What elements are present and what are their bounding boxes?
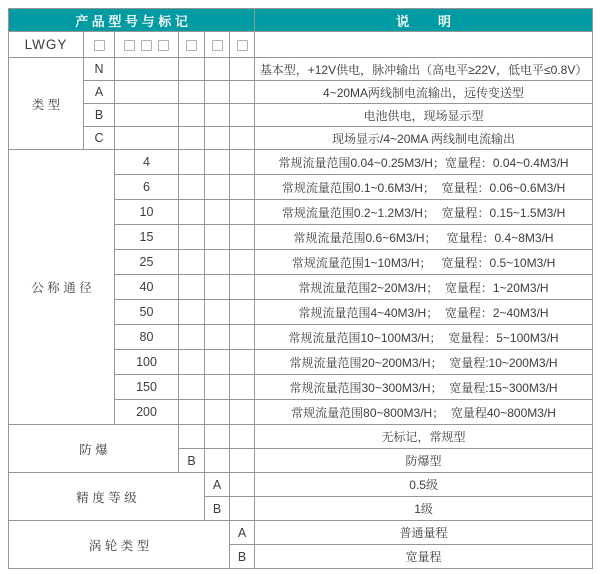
empty-cell xyxy=(179,175,205,200)
empty-cell xyxy=(205,400,230,425)
empty-cell xyxy=(230,375,255,400)
empty-cell xyxy=(205,449,230,473)
empty-cell xyxy=(179,250,205,275)
description-cell: 常规流量范围2~20M3/H； 宽量程：1~20M3/H xyxy=(255,275,593,300)
empty-cell xyxy=(205,225,230,250)
diameter-code-cell: 100 xyxy=(115,350,179,375)
empty-cell xyxy=(115,127,179,150)
empty-cell xyxy=(179,127,205,150)
diameter-code-cell: 50 xyxy=(115,300,179,325)
turbine-section-label: 涡 轮 类 型 xyxy=(9,521,230,569)
type-code-cell: A xyxy=(84,81,115,104)
type-section-label: 类 型 xyxy=(9,58,84,150)
diameter-code-cell: 25 xyxy=(115,250,179,275)
diameter-code-cell: 150 xyxy=(115,375,179,400)
empty-cell xyxy=(179,104,205,127)
description-cell: 基本型，+12V供电，脉冲输出（高电平≥22V，低电平≤0.8V） xyxy=(255,58,593,81)
empty-cell xyxy=(230,473,255,497)
diameter-code-cell: 6 xyxy=(115,175,179,200)
description-cell: 常规流量范围10~100M3/H； 宽量程：5~100M3/H xyxy=(255,325,593,350)
empty-cell xyxy=(205,275,230,300)
empty-cell xyxy=(179,325,205,350)
empty-cell xyxy=(205,350,230,375)
empty-cell xyxy=(230,175,255,200)
type-code-cell: N xyxy=(84,58,115,81)
diameter-code-cell: 80 xyxy=(115,325,179,350)
empty-cell xyxy=(179,400,205,425)
description-cell: 常规流量范围4~40M3/H； 宽量程：2~40M3/H xyxy=(255,300,593,325)
empty-cell xyxy=(205,127,230,150)
accuracy-section-label: 精 度 等 级 xyxy=(9,473,205,521)
empty-cell xyxy=(230,449,255,473)
empty-cell xyxy=(179,150,205,175)
empty-cell xyxy=(205,104,230,127)
description-cell: 普通量程 xyxy=(255,521,593,545)
empty-cell xyxy=(205,58,230,81)
description-cell: 常规流量范围0.6~6M3/H； 宽量程：0.4~8M3/H xyxy=(255,225,593,250)
description-cell: 1级 xyxy=(255,497,593,521)
empty-cell xyxy=(230,300,255,325)
description-cell: 宽量程 xyxy=(255,545,593,569)
empty-cell xyxy=(230,497,255,521)
checkbox-icon xyxy=(124,40,135,51)
description-cell: 常规流量范围0.2~1.2M3/H； 宽量程：0.15~1.5M3/H xyxy=(255,200,593,225)
checkbox-icon xyxy=(237,40,248,51)
description-cell: 0.5级 xyxy=(255,473,593,497)
diameter-checkbox-cell xyxy=(115,32,179,58)
empty-cell xyxy=(205,81,230,104)
description-cell: 常规流量范围20~200M3/H； 宽量程:10~200M3/H xyxy=(255,350,593,375)
spec-table xyxy=(8,8,593,569)
empty-cell xyxy=(230,58,255,81)
empty-cell xyxy=(230,250,255,275)
checkbox-icon xyxy=(94,40,105,51)
empty-cell xyxy=(179,81,205,104)
explosion-code-cell xyxy=(179,425,205,449)
description-cell: 4~20MA两线制电流输出，远传变送型 xyxy=(255,81,593,104)
diameter-code-cell: 200 xyxy=(115,400,179,425)
checkbox-group xyxy=(121,38,172,52)
empty-cell xyxy=(179,200,205,225)
explosion-checkbox-cell xyxy=(179,32,205,58)
empty-cell xyxy=(115,81,179,104)
turbine-code-cell: B xyxy=(230,545,255,569)
empty-cell xyxy=(230,425,255,449)
description-cell: 电池供电，现场显示型 xyxy=(255,104,593,127)
checkbox-icon xyxy=(186,40,197,51)
empty-cell xyxy=(179,275,205,300)
type-code-cell: C xyxy=(84,127,115,150)
accuracy-checkbox-cell xyxy=(205,32,230,58)
empty-cell xyxy=(230,225,255,250)
empty-cell xyxy=(205,425,230,449)
empty-cell xyxy=(115,58,179,81)
explosion-code-cell: B xyxy=(179,449,205,473)
description-cell: 防爆型 xyxy=(255,449,593,473)
empty-cell xyxy=(230,200,255,225)
diameter-code-cell: 15 xyxy=(115,225,179,250)
empty-cell xyxy=(205,375,230,400)
empty-cell xyxy=(230,150,255,175)
description-cell: 常规流量范围80~800M3/H； 宽量程40~800M3/H xyxy=(255,400,593,425)
checkbox-icon xyxy=(141,40,152,51)
diameter-section-label: 公 称 通 径 xyxy=(9,150,115,425)
empty-cell xyxy=(205,250,230,275)
empty-cell xyxy=(230,81,255,104)
description-cell: 常规流量范围0.04~0.25M3/H；宽量程：0.04~0.4M3/H xyxy=(255,150,593,175)
description-cell: 常规流量范围30~300M3/H； 宽量程:15~300M3/H xyxy=(255,375,593,400)
checkbox-icon xyxy=(212,40,223,51)
explosionproof-section-label: 防 爆 xyxy=(9,425,179,473)
empty-cell xyxy=(230,104,255,127)
empty-cell xyxy=(205,150,230,175)
empty-cell xyxy=(230,275,255,300)
turbine-checkbox-cell xyxy=(230,32,255,58)
description-cell: 常规流量范围1~10M3/H； 宽量程：0.5~10M3/H xyxy=(255,250,593,275)
description-cell: 现场显示/4~20MA 两线制电流输出 xyxy=(255,127,593,150)
empty-cell xyxy=(179,350,205,375)
empty-cell xyxy=(179,225,205,250)
description-header: 说 明 xyxy=(255,9,593,32)
checkbox-icon xyxy=(158,40,169,51)
accuracy-code-cell: B xyxy=(205,497,230,521)
empty-cell xyxy=(230,400,255,425)
model-name: LWGY xyxy=(9,32,84,58)
description-cell: 无标记，常规型 xyxy=(255,425,593,449)
empty-cell xyxy=(179,58,205,81)
empty-cell xyxy=(115,104,179,127)
empty-cell xyxy=(230,350,255,375)
description-cell: 常规流量范围0.1~0.6M3/H； 宽量程：0.06~0.6M3/H xyxy=(255,175,593,200)
empty-cell xyxy=(230,325,255,350)
empty-cell xyxy=(205,175,230,200)
model-header: 产 品 型 号 与 标 记 xyxy=(9,9,255,32)
diameter-code-cell: 4 xyxy=(115,150,179,175)
diameter-code-cell: 40 xyxy=(115,275,179,300)
diameter-code-cell: 10 xyxy=(115,200,179,225)
turbine-code-cell: A xyxy=(230,521,255,545)
empty-cell xyxy=(230,127,255,150)
type-code-cell: B xyxy=(84,104,115,127)
empty-cell xyxy=(205,325,230,350)
empty-cell xyxy=(205,300,230,325)
empty-cell xyxy=(179,300,205,325)
accuracy-code-cell: A xyxy=(205,473,230,497)
empty-cell xyxy=(179,375,205,400)
type-checkbox-cell xyxy=(84,32,115,58)
empty-cell xyxy=(255,32,593,58)
empty-cell xyxy=(205,200,230,225)
